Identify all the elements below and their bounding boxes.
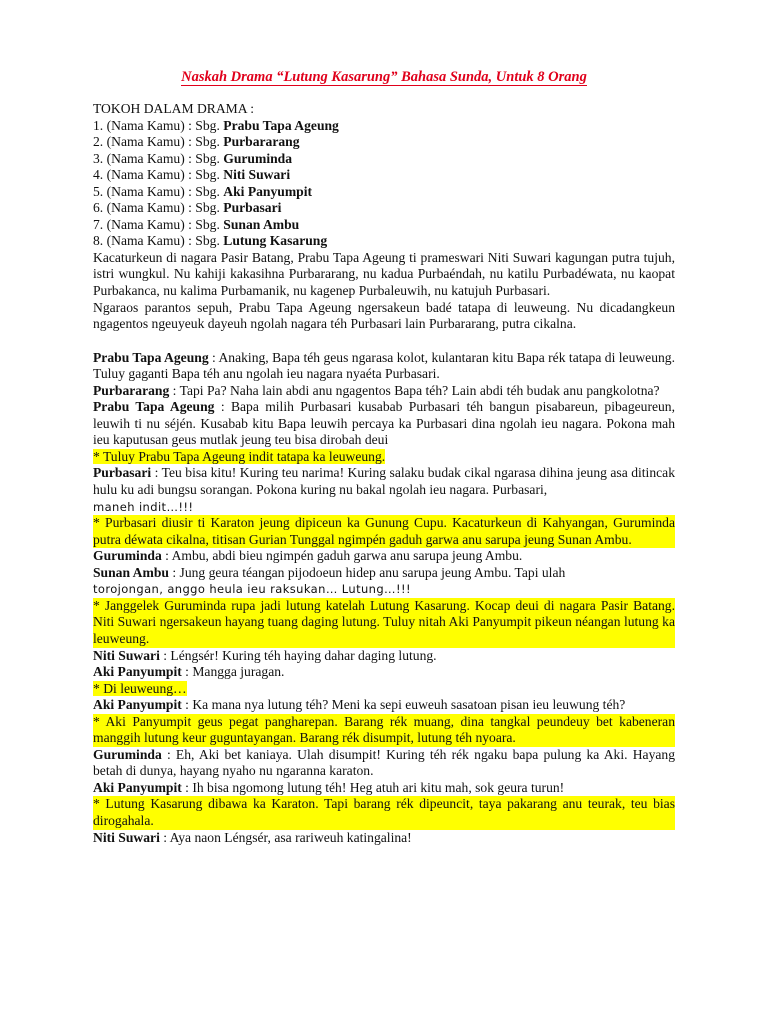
speaker-name: Guruminda (93, 548, 162, 564)
stage-direction: * Janggelek Guruminda rupa jadi lutung katelah Lutung Kasarung. Kocap deui di nagara Pasir Batang. Niti Suwari ngersakeun hayang tuang daging lutung. Tuluy nitah Aki Panyumpit pikeun néangan lutung ka leuweung. (93, 597, 675, 646)
dialogue-line: Prabu Tapa Ageung : Bapa milih Purbasari kusabab Purbasari téh bangun pisabareun, pibageureun, leuwih ti nu séjén. Kusabab kitu Bapa leuwih percaya ka Purbasari dina ngolah ieu nagara. Pokona mah ieu kaputusan geus mutlak jeung teu bisa dirobah deui (93, 399, 675, 448)
speaker-name: Prabu Tapa Ageung (93, 399, 215, 415)
speaker-name: Guruminda (93, 746, 162, 762)
cast-item: 1. (Nama Kamu) : Sbg. Prabu Tapa Ageung (93, 117, 339, 133)
paragraph-gap (93, 333, 675, 350)
cast-item: 2. (Nama Kamu) : Sbg. Purbararang (93, 134, 300, 150)
intro-paragraph: Ngaraos parantos sepuh, Prabu Tapa Ageung ngersakeun badé tatapa di leuweung. Nu dicadangkeun ngagentos ngeuyeuk dayeuh ngolah nagara téh Purbasari lain Purbararang, putra cikalna. (93, 299, 675, 332)
stage-direction: * Purbasari diusir ti Karaton jeung dipiceun ka Gunung Cupu. Kacaturkeun di Kahyangan, Guruminda putra déwata cikalna, titisan Gurian Tunggal ngimpén gaduh garwa anu sarupa jeung Sunan Ambu. (93, 515, 675, 547)
stage-direction: * Tuluy Prabu Tapa Ageung indit tatapa ka leuweung. (93, 448, 386, 464)
cast-role: Prabu Tapa Ageung (223, 117, 339, 133)
stage-direction: * Aki Panyumpit geus pegat pangharepan. Barang rék muang, dina tangkal peundeuy bet kabeneran manggih lutung keur guguntayangan. Barang rék disumpit, lutung téh nyoara. (93, 713, 675, 746)
cast-item: 8. (Nama Kamu) : Sbg. Lutung Kasarung (93, 233, 328, 249)
stage-direction: * Di leuweung… (93, 680, 187, 696)
cast-item: 3. (Nama Kamu) : Sbg. Guruminda (93, 150, 293, 166)
cast-role: Niti Suwari (223, 167, 291, 183)
dialogue-line: Aki Panyumpit : Ih bisa ngomong lutung téh! Heg atuh ari kitu mah, sok geura turun! (93, 779, 565, 795)
cast-heading: TOKOH DALAM DRAMA : (93, 101, 254, 116)
speaker-name: Purbasari (93, 465, 152, 481)
dialogue-line: Purbasari : Teu bisa kitu! Kuring teu narima! Kuring salaku budak cikal ngarasa dihina jeung asa ditincak hulu ku adi bungsu sorangan. Pokona kuring nu bakal ngolah ieu nagara. Purbasari, maneh indit…!!! (93, 465, 675, 514)
stage-direction: * Lutung Kasarung dibawa ka Karaton. Tapi barang rék dipeuncit, taya pakarang anu teurak, teu bias dirogahala. (93, 796, 675, 828)
speaker-name: Aki Panyumpit (93, 697, 182, 713)
cast-item: 7. (Nama Kamu) : Sbg. Sunan Ambu (93, 216, 300, 232)
cast-item: 6. (Nama Kamu) : Sbg. Purbasari (93, 200, 282, 216)
speaker-name: Niti Suwari (93, 647, 160, 663)
dialogue-line: Niti Suwari : Léngsér! Kuring téh haying dahar daging lutung. (93, 647, 437, 663)
cast-role: Lutung Kasarung (223, 233, 328, 249)
cast-role: Purbararang (223, 134, 300, 150)
dialogue-line: Sunan Ambu : Jung geura téangan pijodoeun hidep anu sarupa jeung Ambu. Tapi ulah torojongan, anggo heula ieu raksukan… Lutung…!!! (93, 564, 566, 597)
cast-item: 5. (Nama Kamu) : Sbg. Aki Panyumpit (93, 183, 313, 199)
handwritten-text: torojongan, anggo heula ieu raksukan… Lutung…!!! (93, 582, 411, 597)
dialogue-line: Aki Panyumpit : Ka mana nya lutung téh? Meni ka sepi euweuh sasatoan pisan ieu leuwung téh? (93, 697, 626, 713)
cast-role: Aki Panyumpit (223, 183, 313, 199)
dialogue-line: Prabu Tapa Ageung : Anaking, Bapa téh geus ngarasa kolot, kulantaran kitu Bapa rék tatapa di leuweung. Tuluy gaganti Bapa téh anu ngolah ieu nagara nyaéta Purbasari. (93, 349, 676, 382)
speaker-name: Sunan Ambu (93, 564, 169, 580)
dialogue-line: Guruminda : Eh, Aki bet kaniaya. Ulah disumpit! Kuring téh rék ngaku bapa pulung ka Aki. Hayang betah di dunya, hayang nyaho nu ngaranna karaton. (93, 746, 675, 779)
cast-role: Purbasari (223, 200, 282, 216)
speaker-name: Aki Panyumpit (93, 779, 182, 795)
cast-role: Guruminda (223, 150, 293, 166)
document-body (93, 101, 675, 846)
cast-item: 4. (Nama Kamu) : Sbg. Niti Suwari (93, 167, 291, 183)
speaker-name: Purbararang (93, 382, 170, 398)
dialogue-line: Aki Panyumpit : Mangga juragan. (93, 664, 285, 680)
dialogue-line: Guruminda : Ambu, abdi bieu ngimpén gaduh garwa anu sarupa jeung Ambu. (93, 548, 523, 564)
speaker-name: Niti Suwari (93, 829, 160, 845)
speaker-name: Prabu Tapa Ageung (93, 349, 209, 365)
dialogue-line: Niti Suwari : Aya naon Léngsér, asa rariweuh katingalina! (93, 829, 412, 845)
intro-paragraph: Kacaturkeun di nagara Pasir Batang, Prabu Tapa Ageung ti prameswari Niti Suwari kagungan putra tujuh, istri wungkul. Nu kahiji kakasihna Purbararang, nu kadua Purbaéndah, nu katilu Purbadéwata, nu kaopat Purbakanca, nu kalima Purbamanik, nu kagenep Purbaleuwih, nu katujuh Purbasari. (93, 249, 675, 299)
handwritten-text: maneh indit…!!! (93, 499, 194, 514)
speaker-name: Aki Panyumpit (93, 664, 182, 680)
document-title: Naskah Drama “Lutung Kasarung” Bahasa Sunda, Untuk 8 Orang (181, 69, 587, 85)
dialogue-line: Purbararang : Tapi Pa? Naha lain abdi anu ngagentos Bapa téh? Lain abdi téh budak anu pangkolotna? (93, 382, 660, 398)
cast-role: Sunan Ambu (223, 216, 300, 232)
